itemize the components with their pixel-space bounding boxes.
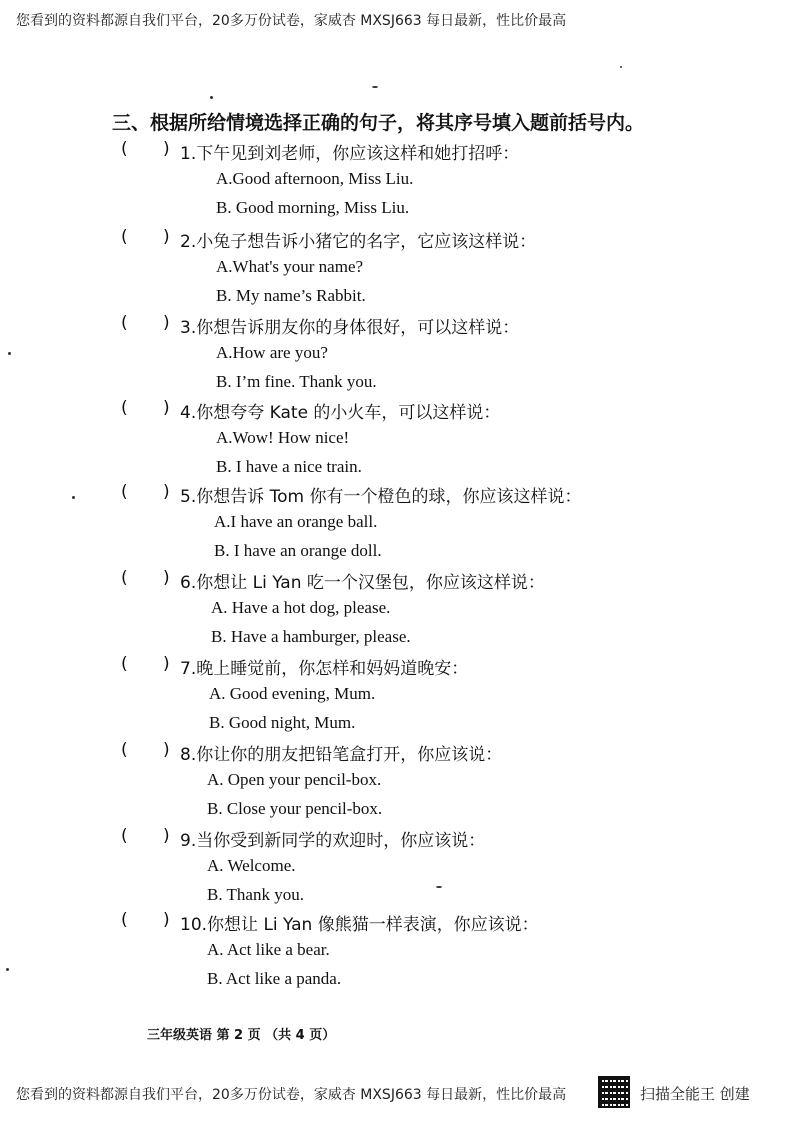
question-number: 10. bbox=[180, 915, 208, 935]
question-item bbox=[0, 568, 794, 656]
question-prompt bbox=[180, 568, 545, 593]
option-b: B. I have an orange doll. bbox=[214, 541, 382, 560]
answer-paren-right: ) bbox=[163, 139, 170, 159]
question-number: 6. bbox=[180, 573, 197, 593]
question-prompt bbox=[180, 910, 539, 935]
scan-speck bbox=[372, 86, 378, 88]
question-item bbox=[0, 227, 794, 315]
option-b: B. I have a nice train. bbox=[216, 457, 362, 476]
question-prompt bbox=[180, 826, 485, 851]
question-text: 当你受到新同学的欢迎时，你应该说： bbox=[196, 831, 486, 851]
option-a: A.What's your name? bbox=[216, 257, 364, 276]
scan-speck bbox=[6, 968, 9, 971]
option-a: A.Wow! How nice! bbox=[216, 428, 350, 447]
answer-paren-right: ) bbox=[163, 227, 170, 247]
section-title: 三、根据所给情境选择正确的句子，将其序号填入题前括号内。 bbox=[112, 112, 645, 134]
question-text: 你想告诉朋友你的身体很好，可以这样说： bbox=[196, 318, 520, 338]
question-item bbox=[0, 313, 794, 401]
question-line bbox=[0, 227, 794, 257]
option-b: B. Have a hamburger, please. bbox=[211, 627, 411, 646]
question-number: 3. bbox=[180, 318, 197, 338]
answer-paren-left: ( bbox=[121, 654, 128, 674]
answer-paren-right: ) bbox=[163, 910, 170, 930]
answer-paren-left: ( bbox=[121, 910, 128, 930]
question-number: 4. bbox=[180, 403, 197, 423]
answer-paren-left: ( bbox=[121, 313, 128, 333]
question-prompt bbox=[180, 482, 582, 507]
scan-speck bbox=[8, 352, 11, 355]
question-text: 你想夸夸 Kate 的小火车，可以这样说： bbox=[196, 403, 501, 423]
option-a: A.How are you? bbox=[216, 343, 328, 362]
question-prompt bbox=[180, 139, 519, 164]
option-b: B. Act like a panda. bbox=[207, 969, 342, 988]
question-item bbox=[0, 139, 794, 227]
scan-speck bbox=[72, 496, 75, 499]
question-line bbox=[0, 139, 794, 169]
answer-paren-left: ( bbox=[121, 568, 128, 588]
answer-paren-left: ( bbox=[121, 139, 128, 159]
question-text: 小兔子想告诉小猪它的名字，它应该这样说： bbox=[196, 232, 537, 252]
answer-paren-left: ( bbox=[121, 227, 128, 247]
question-item bbox=[0, 398, 794, 486]
answer-paren-right: ) bbox=[163, 398, 170, 418]
footer-banner: 您看到的资料都源自我们平台，20多万份试卷，家威杏 MXSJ663 每日最新，性比价最高 bbox=[16, 1087, 567, 1103]
page-footer: 三年级英语 第 2 页 （共 4 页） bbox=[147, 1028, 336, 1043]
question-text: 晚上睡觉前，你怎样和妈妈道晚安： bbox=[196, 659, 469, 679]
question-line bbox=[0, 654, 794, 684]
question-prompt bbox=[180, 313, 519, 338]
qr-code-icon bbox=[598, 1076, 630, 1108]
option-a: A.Good afternoon, Miss Liu. bbox=[216, 169, 414, 188]
option-b: B. Good morning, Miss Liu. bbox=[216, 198, 410, 217]
question-line bbox=[0, 482, 794, 512]
question-text: 你想让 Li Yan 吃一个汉堡包，你应该这样说： bbox=[196, 573, 545, 593]
question-item bbox=[0, 654, 794, 742]
question-prompt bbox=[180, 654, 468, 679]
question-item bbox=[0, 482, 794, 570]
question-line bbox=[0, 313, 794, 343]
question-number: 1. bbox=[180, 144, 197, 164]
question-line bbox=[0, 568, 794, 598]
question-number: 7. bbox=[180, 659, 197, 679]
answer-paren-right: ) bbox=[163, 568, 170, 588]
question-line bbox=[0, 740, 794, 770]
question-item bbox=[0, 740, 794, 828]
answer-paren-left: ( bbox=[121, 740, 128, 760]
question-text: 你想让 Li Yan 像熊猫一样表演，你应该说： bbox=[207, 915, 539, 935]
question-text: 你想告诉 Tom 你有一个橙色的球，你应该这样说： bbox=[196, 487, 582, 507]
question-prompt bbox=[180, 227, 536, 252]
question-prompt bbox=[180, 740, 502, 765]
question-item bbox=[0, 826, 794, 914]
question-text: 你让你的朋友把铅笔盒打开，你应该说： bbox=[196, 745, 503, 765]
question-number: 9. bbox=[180, 831, 197, 851]
option-a: A. Have a hot dog, please. bbox=[211, 598, 391, 617]
answer-paren-right: ) bbox=[163, 313, 170, 333]
answer-paren-left: ( bbox=[121, 482, 128, 502]
question-line bbox=[0, 826, 794, 856]
question-number: 2. bbox=[180, 232, 197, 252]
option-a: A. Good evening, Mum. bbox=[209, 684, 376, 703]
option-b: B. My name’s Rabbit. bbox=[216, 286, 366, 305]
scan-speck bbox=[210, 96, 213, 99]
option-b: B. Thank you. bbox=[207, 885, 304, 904]
answer-paren-right: ) bbox=[163, 740, 170, 760]
scanner-watermark: 扫描全能王 创建 bbox=[640, 1085, 750, 1103]
option-b: B. I’m fine. Thank you. bbox=[216, 372, 377, 391]
scan-speck bbox=[620, 66, 622, 68]
header-banner: 您看到的资料都源自我们平台，20多万份试卷，家威杏 MXSJ663 每日最新，性比价最高 bbox=[16, 13, 567, 29]
question-line bbox=[0, 398, 794, 428]
answer-paren-right: ) bbox=[163, 826, 170, 846]
question-text: 下午见到刘老师，你应该这样和她打招呼： bbox=[196, 144, 520, 164]
option-a: A. Open your pencil-box. bbox=[207, 770, 382, 789]
option-b: B. Close your pencil-box. bbox=[207, 799, 383, 818]
question-number: 8. bbox=[180, 745, 197, 765]
question-number: 5. bbox=[180, 487, 197, 507]
answer-paren-left: ( bbox=[121, 826, 128, 846]
answer-paren-right: ) bbox=[163, 482, 170, 502]
answer-paren-right: ) bbox=[163, 654, 170, 674]
question-prompt bbox=[180, 398, 500, 423]
answer-paren-left: ( bbox=[121, 398, 128, 418]
option-a: A.I have an orange ball. bbox=[214, 512, 378, 531]
option-a: A. Act like a bear. bbox=[207, 940, 330, 959]
scan-speck bbox=[436, 886, 442, 888]
option-a: A. Welcome. bbox=[207, 856, 296, 875]
option-b: B. Good night, Mum. bbox=[209, 713, 356, 732]
question-item bbox=[0, 910, 794, 998]
question-line bbox=[0, 910, 794, 940]
